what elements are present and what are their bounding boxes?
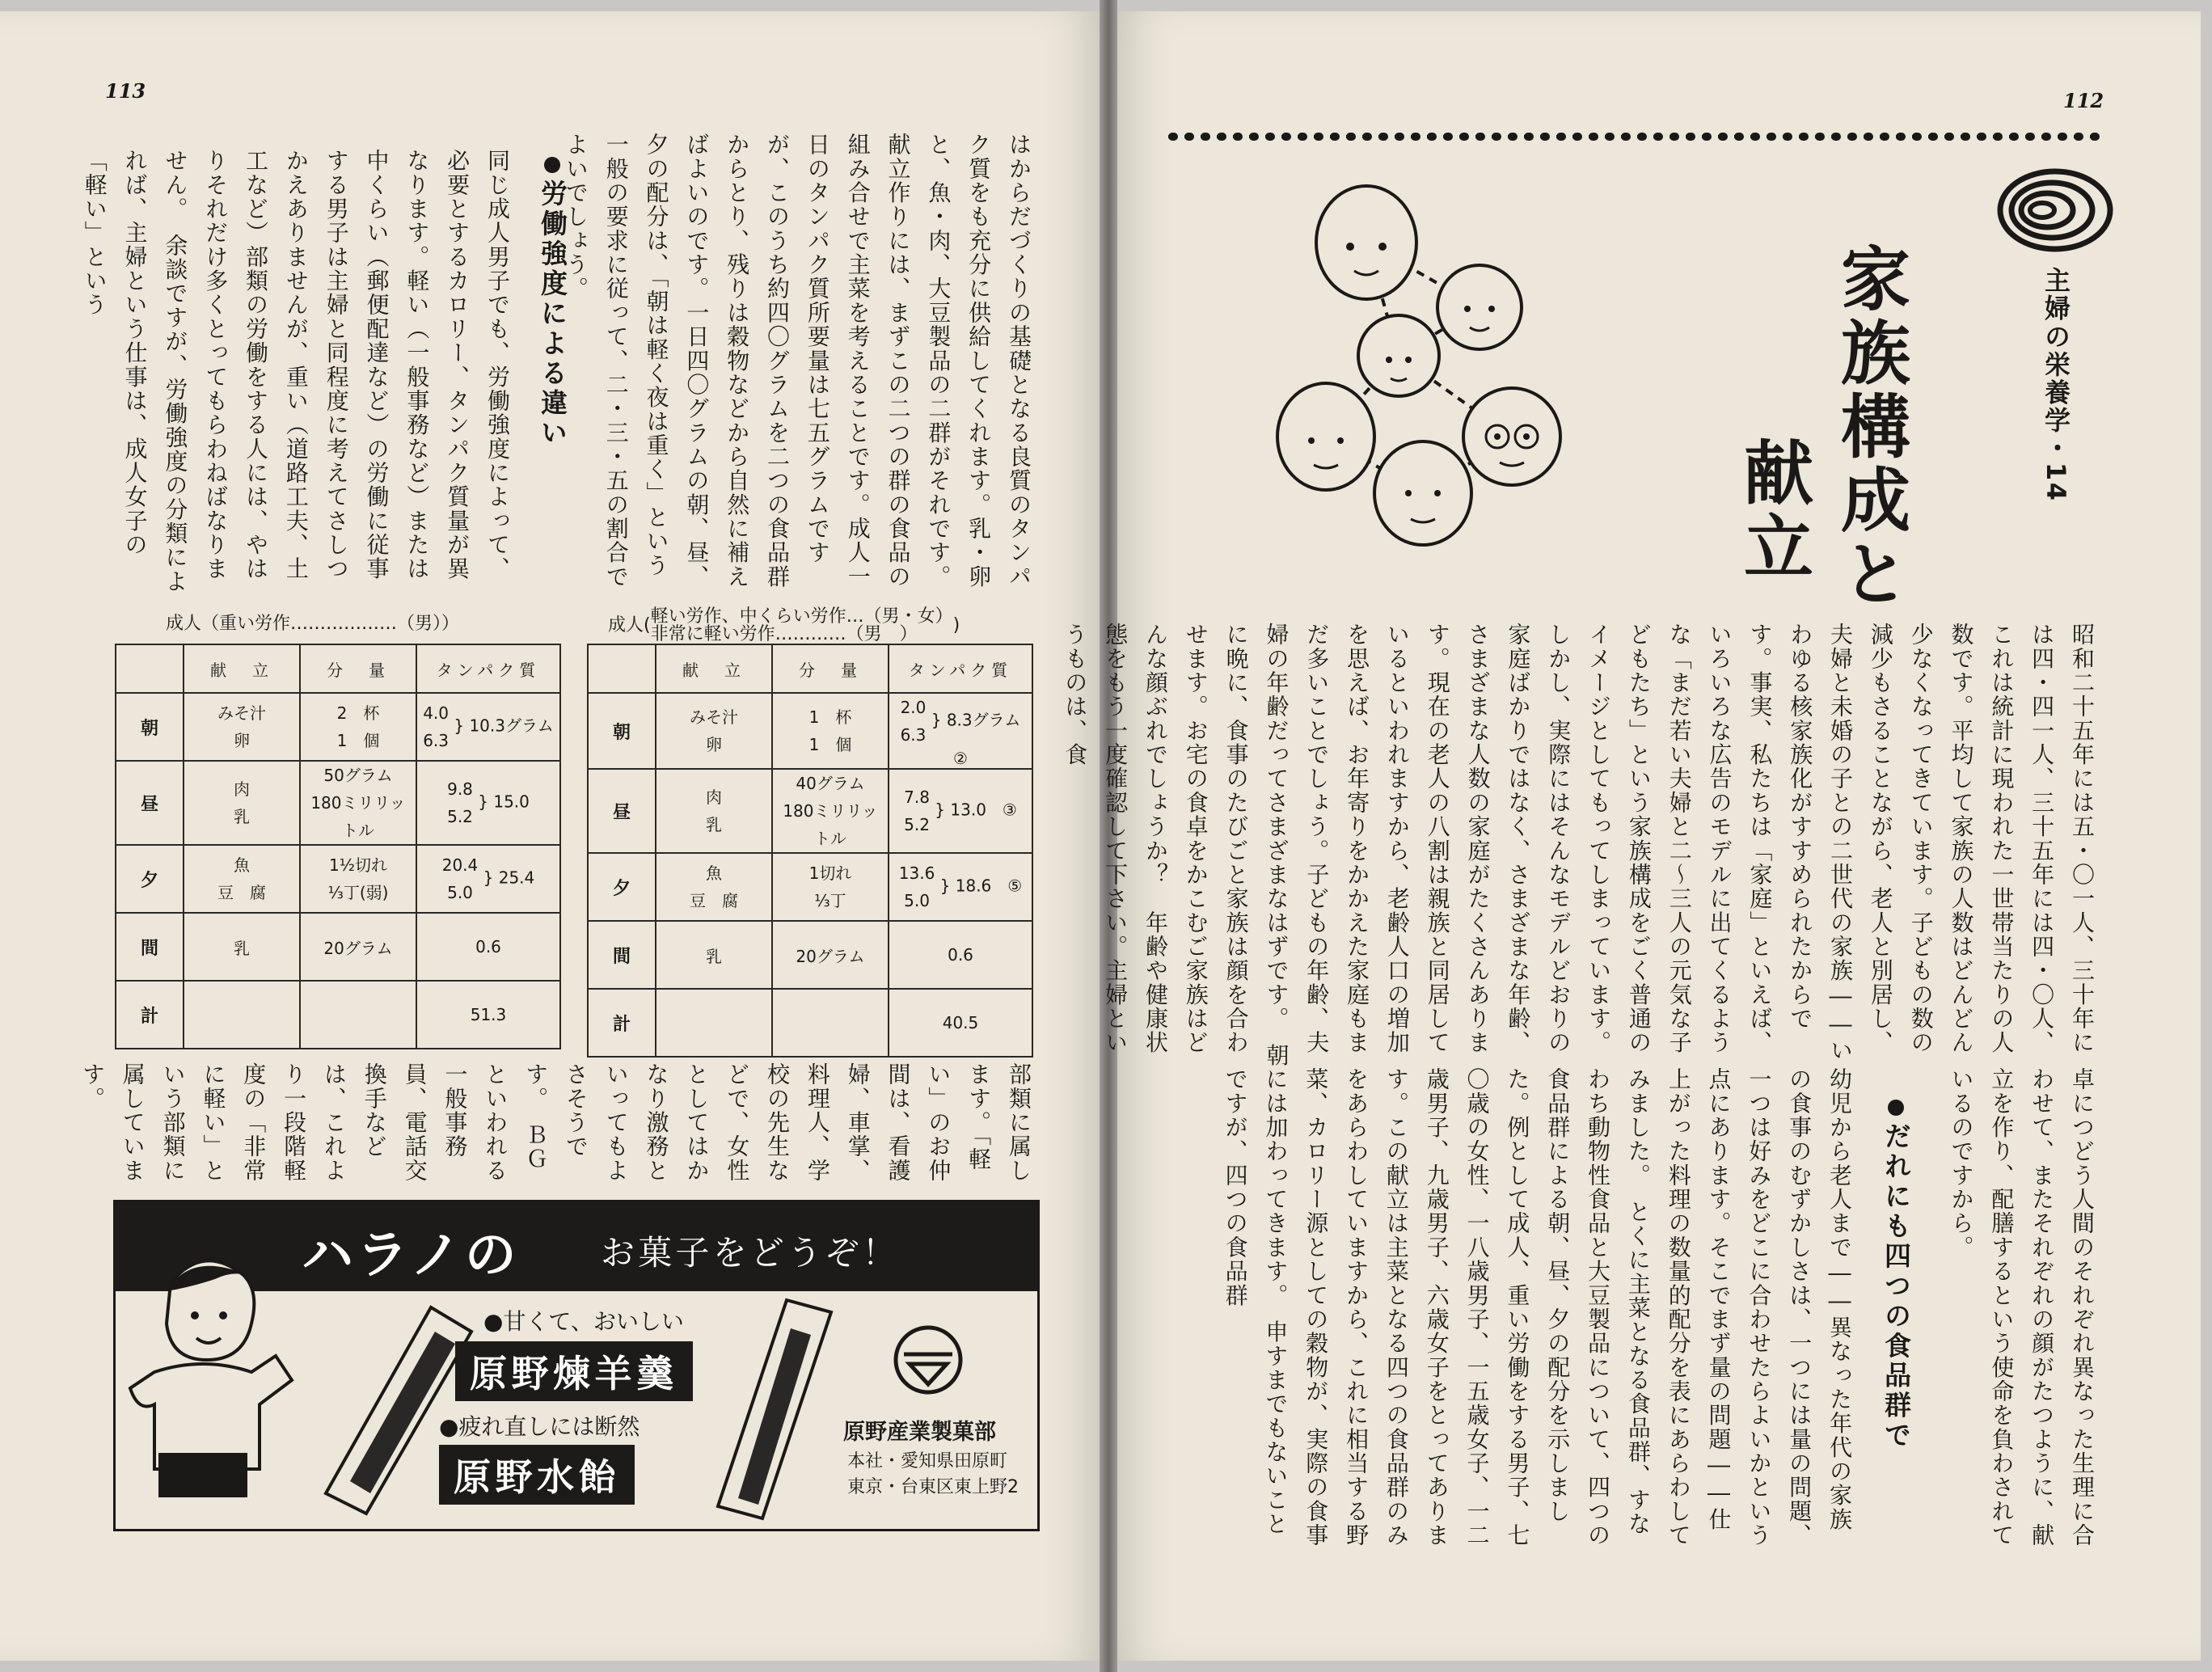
- table-heavy-labor: [115, 644, 561, 1049]
- left-text-column-1: はからだづくりの基礎となる良質のタンパク質をも充分に供給してくれます。乳・卵と、魚・肉、大豆製品の二群がそれです。献立作りには、まずこの二つの群の食品の組み合せで主菜を考えることです。成人一日のタンパク質所要量は七五グラムですが、このうち約四〇グラムを二つの食品群からとり、残りは穀物などから自然に補えばよいのです。一日四〇グラムの朝、昼、夕の配分は、「朝は軽く夜は重く」という一般の要求に従って、二・三・五の割合でよいでしょう。: [562, 133, 1032, 589]
- table-header-protein: タンパク質: [889, 644, 1032, 693]
- table-light-caption: 成人( 軽い労作、中くらい労作…（男・女） 非常に軽い労作…………（男 ） ): [608, 606, 960, 644]
- right-upper-text: 昭和二十五年には五・〇一人、三十年には四・四一人、三十五年には四・〇人、これは統計に現われた一世帯当たりの人数です。平均して家族の人数はどんどん少なくなってきています。子どもの数の減少もさることながら、老人と別居し、夫婦と未婚の子との二世代の家族――いわゆる核家族化がすすめられたからです。事実、私たちは「家庭」といえば、いろいろな広告のモデルに出てくるような「まだ若い夫婦と二～三人の元気な子どもたち」という家族構成をごく普通のイメージとしてもってしまっています。 しかし、実際にはそんなモデルどおりの家庭ばかりではなく、さまざまな年齢、さまざまな人数の家庭がたくさんあります。現在の老人の八割は親族と同居しているといわれますから、老齢人口の増加を思えば、お年寄りをかかえた家庭もまだ多いことでしょう。子どもの年齢、夫婦の年齢だってさまざまなはずです。 朝に晩に、食事のたびごと家族は顔を合わせます。お宅の食卓をかこむご家族はどんな顔ぶれでしょうか？ 年齢や健康状態をもう一度確認して下さい。主婦というものは、食: [1062, 623, 2096, 1067]
- series-label: 主婦の栄養学・14: [2041, 267, 2071, 503]
- page-number-113: 113: [105, 79, 146, 103]
- ad-company: 原野産業製菓部: [843, 1420, 996, 1445]
- table-header-amount: 分 量: [772, 644, 889, 693]
- left-text-column-2: 同じ成人男子でも、労働強度によって、必要とするカロリー、タンパク質量が異なります。軽い（一般事務など）または中くらい（郵便配達など）の労働に従事する男子は主婦と同程度に考えてさしつかえありませんが、重い（道路工夫、土工など）部類の労働をする人には、やはりそれだけ多くとってもらわねばなりません。 余談ですが、労働強度の分類によれば、主婦という仕事は、成人女子の「軽い」という: [81, 149, 511, 593]
- decorative-dotted-rule: [1168, 131, 2106, 142]
- table-header-protein: タンパク質: [416, 644, 560, 693]
- heading-labor-intensity: 労働強度による違い: [534, 157, 572, 448]
- advertisement: [113, 1200, 1040, 1531]
- article-title-line-1: 家族構成と: [1829, 243, 1910, 611]
- table-header-menu: 献 立: [656, 644, 772, 693]
- ad-product-1: 原野煉羊羹: [455, 1341, 693, 1401]
- ad-line-1: ●甘くて、おいしい: [483, 1308, 684, 1335]
- ad-brand: ハラノの: [302, 1226, 520, 1286]
- right-lower-column-1: 卓につどう人間のそれぞれ異なった生理に合わせて、またそれぞれの顔がたつように、献立を作り、配膳するという使命を負わされているのですから。: [1948, 1067, 2096, 1547]
- table-row: 昼 肉 乳 50グラム 180ミリリットル 9.8 5.2 } 15.0: [116, 761, 560, 845]
- left-page: [0, 11, 1100, 1661]
- spiral-ornament-icon: [1997, 167, 2118, 255]
- table-row: 間 乳 20グラム 0.6: [588, 921, 1032, 989]
- table-row: 朝 みそ汁 卵 1 杯 1 個 2.0 6.3 } 8.3グラム ②: [588, 693, 1032, 769]
- table-row: 夕 魚 豆 腐 1½切れ ⅓丁(弱) 20.4 5.0 } 25.4: [116, 845, 560, 913]
- table-row: 昼 肉 乳 40グラム 180ミリリットル 7.8 5.2 } 13.0 ③: [588, 769, 1032, 853]
- table-row: 朝 みそ汁 卵 2 杯 1 個 4.0 6.3 } 10.3グラム: [116, 693, 560, 761]
- company-logo-icon: [892, 1324, 965, 1396]
- ad-product-2: 原野水飴: [439, 1445, 635, 1505]
- ad-tagline: お菓子をどうぞ！: [601, 1233, 900, 1273]
- left-text-column-3: 部類に属します。「軽い」のお仲間は、看護婦、車掌、料理人、学校の先生などで、女性としてはかなり激務といってもよさそうです。 ＢＧといわれる一般事務員、電話交換手などは、これより一段階軽度の「非常に軽い」という部類に属しています。: [78, 1062, 1032, 1183]
- table-row: 間 乳 20グラム 0.6: [116, 913, 560, 981]
- bullet-dot-icon: [1888, 1100, 1904, 1116]
- family-faces-illustration: [1245, 170, 1585, 550]
- heading-four-food-groups: だれにも四つの食品群で: [1877, 1100, 1915, 1455]
- ad-line-2: ●疲れ直しには断然: [439, 1413, 640, 1440]
- table-light-labor: [587, 644, 1033, 1058]
- article-title-line-2: 献立: [1732, 437, 1813, 585]
- table-row: 計 40.5: [588, 989, 1032, 1057]
- table-row: 計 51.3: [116, 981, 560, 1049]
- page-number-112: 112: [2063, 89, 2104, 112]
- table-heavy-caption: 成人（重い労作………………（男））: [166, 614, 460, 634]
- table-header-menu: 献 立: [184, 644, 300, 693]
- bullet-dot-icon: [544, 157, 560, 173]
- table-row: 夕 魚 豆 腐 1切れ ⅓丁 13.6 5.0 } 18.6 ⑤: [588, 853, 1032, 921]
- right-lower-column-2: 幼児から老人まで――異なった年代の家族の食事のむずかしさは、一つには量の問題、一つは好みをどこに合わせたらよいかという点にあります。そこでまず量の問題――仕上がった料理の数量的配分を表にあらわしてみました。 とくに主菜となる食品群、すなわち動物性食品と大豆製品について、四つの食品群による朝、昼、夕の配分を示しました。例として成人、重い労働をする男子、七〇歳の女性、一八歳男子、一五歳女子、一二歳男子、九歳男子、六歳女子をとってあります。この献立は主菜となる四つの食品群のみをあらわしていますから、これに相当する野菜、カロリー源としての穀物が、実際の食事には加わってきます。 申すまでもないことですが、四つの食品群: [1222, 1067, 1853, 1547]
- ad-boy-illustration: [122, 1235, 300, 1518]
- table-header-blank: [588, 644, 656, 693]
- ad-address: 本社・愛知県田原町 東京・台東区東上野2: [847, 1451, 1019, 1497]
- ad-mizuame-package: [710, 1296, 839, 1522]
- table-header-blank: [116, 644, 184, 693]
- table-header-amount: 分 量: [300, 644, 416, 693]
